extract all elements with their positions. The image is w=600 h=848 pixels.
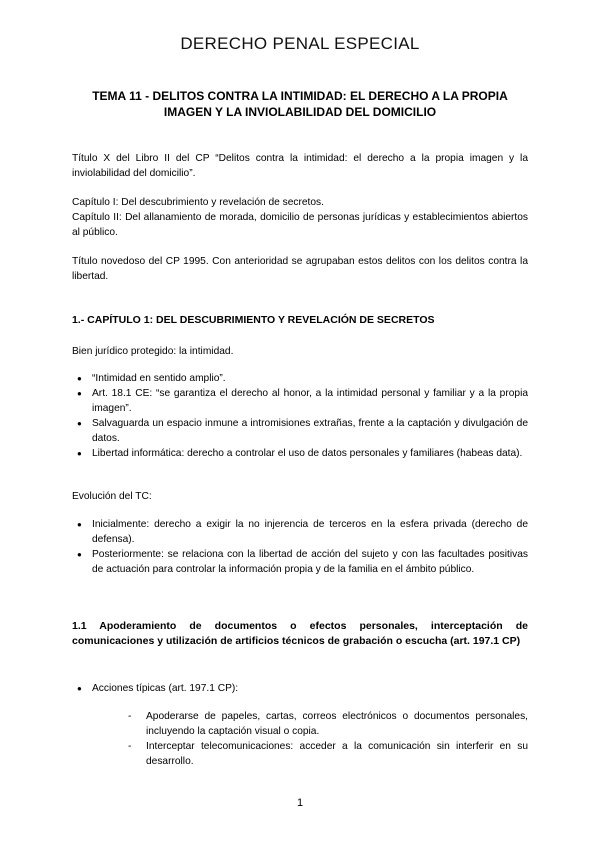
intro-paragraph: Título X del Libro II del CP “Delitos contra la intimidad: el derecho a la propia imagen y la inviolabilidad del domicilio”. <box>72 153 528 179</box>
novelty-block <box>72 254 528 284</box>
list-item: ● Salvaguarda un espacio inmune a intromisiones extrañas, frente a la captación y divulgación de datos. <box>72 416 528 446</box>
section-1-heading: 1.- CAPÍTULO 1: DEL DESCUBRIMIENTO Y REVELACIÓN DE SECRETOS <box>72 314 435 326</box>
topic-title-line-1: TEMA 11 - DELITOS CONTRA LA INTIMIDAD: EL DERECHO A LA PROPIA <box>92 89 508 103</box>
topic-title-line-2: IMAGEN Y LA INVIOLABILIDAD DEL DOMICILIO <box>163 105 437 119</box>
intro-block <box>72 151 528 181</box>
document-header: DERECHO PENAL ESPECIAL <box>180 34 420 53</box>
chapter-1-line: Capítulo I: Del descubrimiento y revelación de secretos. <box>72 197 324 208</box>
evolucion-block <box>72 489 528 504</box>
intimidad-bullets <box>72 371 528 461</box>
list-item: ● Art. 18.1 CE: “se garantiza el derecho al honor, a la intimidad personal y familiar y a la propia imagen”. <box>72 386 528 416</box>
chapters-block <box>72 195 528 240</box>
list-item: - Interceptar telecomunicaciones: acceder a la comunicación sin interferir en su desarrollo. <box>126 739 528 769</box>
list-item: ● Libertad informática: derecho a controlar el uso de datos personales y familiares (habeas data). <box>72 446 528 461</box>
bien-juridico-block <box>72 344 528 359</box>
bien-juridico-line: Bien jurídico protegido: la intimidad. <box>72 346 234 357</box>
list-item: ● Acciones típicas (art. 197.1 CP): <box>72 681 528 696</box>
page-number: 1 <box>296 797 304 809</box>
novelty-paragraph: Título novedoso del CP 1995. Con anterioridad se agrupaban estos delitos con los delitos contra la libertad. <box>72 256 528 282</box>
chapter-2-line: Capítulo II: Del allanamiento de morada, domicilio de personas jurídicas y establecimientos abiertos al público. <box>72 212 528 238</box>
topic-title <box>60 88 540 120</box>
acciones-dashes <box>126 709 528 769</box>
list-item: ● Posteriormente: se relaciona con la libertad de acción del sujeto y con las facultades positivas de actuación para controlar la información propia y de la familia en el ámbito público. <box>72 547 528 577</box>
list-item: ● “Intimidad en sentido amplio”. <box>72 371 528 386</box>
section-1-heading-block <box>72 313 528 328</box>
list-item: ● Inicialmente: derecho a exigir la no injerencia de terceros en la esfera privada (derecho de defensa). <box>72 517 528 547</box>
evolucion-bullets <box>72 517 528 577</box>
list-item: - Apoderarse de papeles, cartas, correos electrónicos o documentos personales, incluyendo la captación visual o copia. <box>126 709 528 739</box>
section-1-1-heading: 1.1 Apoderamiento de documentos o efectos personales, interceptación de comunicaciones y utilización de artificios técnicos de grabación o escucha (art. 197.1 CP) <box>72 620 528 647</box>
section-1-1-heading-block <box>72 619 528 649</box>
evolucion-line: Evolución del TC: <box>72 491 152 502</box>
acciones-bullets <box>72 681 528 696</box>
